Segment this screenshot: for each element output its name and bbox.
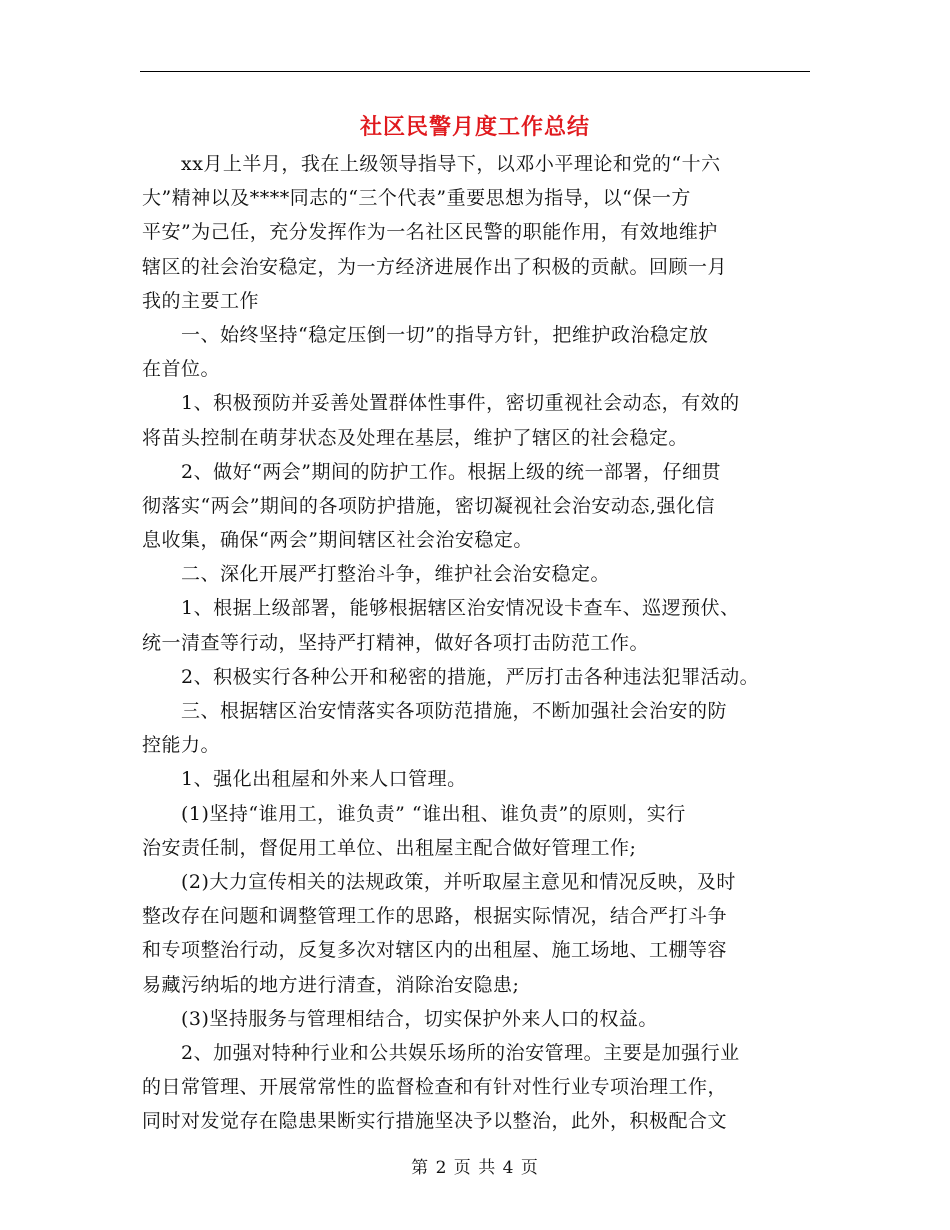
text-line: 三、根据辖区治安情落实各项防范措施，不断加强社会治安的防 bbox=[142, 700, 728, 722]
text-line: 1、根据上级部署，能够根据辖区治安情况设卡查车、巡逻预伏、 bbox=[142, 597, 740, 620]
text-line: 1、积极预防并妥善处置群体性事件，密切重视社会动态，有效的 bbox=[142, 392, 740, 415]
document-body bbox=[142, 147, 808, 1138]
text-line: 控能力。 bbox=[142, 734, 221, 757]
text-line: 整改存在问题和调整管理工作的思路，根据实际情况，结合严打斗争 bbox=[142, 905, 728, 928]
text-line: 同时对发觉存在隐患果断实行措施坚决予以整治，此外，积极配合文 bbox=[142, 1110, 728, 1133]
text-line: (2)大力宣传相关的法规政策，并听取屋主意见和情况反映，及时 bbox=[142, 870, 736, 893]
header-rule bbox=[140, 71, 810, 72]
text-line: 1、强化出租屋和外来人口管理。 bbox=[142, 768, 467, 791]
text-line: 彻落实“两会”期间的各项防护措施，密切凝视社会治安动态,强化信 bbox=[142, 494, 715, 517]
text-line: 平安”为己任，充分发挥作为一名社区民警的职能作用，有效地维护 bbox=[142, 221, 718, 244]
text-line: (1)坚持“谁用工，谁负责” “谁出租、谁负责”的原则，实行 bbox=[142, 802, 686, 825]
page-footer: 第 2 页 共 4 页 bbox=[411, 1158, 539, 1178]
text-line: 辖区的社会治安稳定，为一方经济进展作出了积极的贡献。回顾一月 bbox=[142, 255, 728, 278]
text-line: 2、加强对特种行业和公共娱乐场所的治安管理。主要是加强行业 bbox=[142, 1041, 740, 1064]
document-title: 社区民警月度工作总结 bbox=[359, 114, 590, 140]
text-line: 二、深化开展严打整治斗争，维护社会治安稳定。 bbox=[142, 563, 611, 586]
text-line: 和专项整治行动，反复多次对辖区内的出租屋、施工场地、工棚等容 bbox=[142, 939, 728, 962]
text-line: 息收集，确保“两会”期间辖区社会治安稳定。 bbox=[142, 529, 533, 552]
text-line: 一、始终坚持“稳定压倒一切”的指导方针，把维护政治稳定放 bbox=[142, 323, 709, 346]
text-line: (3)坚持服务与管理相结合，切实保护外来人口的权益。 bbox=[142, 1007, 658, 1030]
text-line: 我的主要工作 bbox=[142, 289, 260, 312]
text-line: 的日常管理、开展常常性的监督检查和有针对性行业专项治理工作， bbox=[142, 1076, 728, 1099]
text-line: 治安责任制，督促用工单位、出租屋主配合做好管理工作; bbox=[142, 836, 637, 859]
text-line: 大”精神以及****同志的“三个代表”重要思想为指导，以“保一方 bbox=[142, 187, 691, 210]
text-line: 2、做好“两会”期间的防护工作。根据上级的统一部署，仔细贯 bbox=[142, 460, 722, 483]
text-line: xx月上半月，我在上级领导指导下，以邓小平理论和党的“十六 bbox=[142, 153, 721, 175]
text-line: 易藏污纳垢的地方进行清查，消除治安隐患; bbox=[142, 973, 520, 996]
text-line: 在首位。 bbox=[142, 358, 221, 381]
text-line: 将苗头控制在萌芽状态及处理在基层，维护了辖区的社会稳定。 bbox=[142, 426, 689, 449]
text-line: 统一清查等行动，坚持严打精神，做好各项打击防范工作。 bbox=[142, 631, 650, 654]
text-line: 2、积极实行各种公开和秘密的措施，严厉打击各种违法犯罪活动。 bbox=[142, 665, 760, 688]
